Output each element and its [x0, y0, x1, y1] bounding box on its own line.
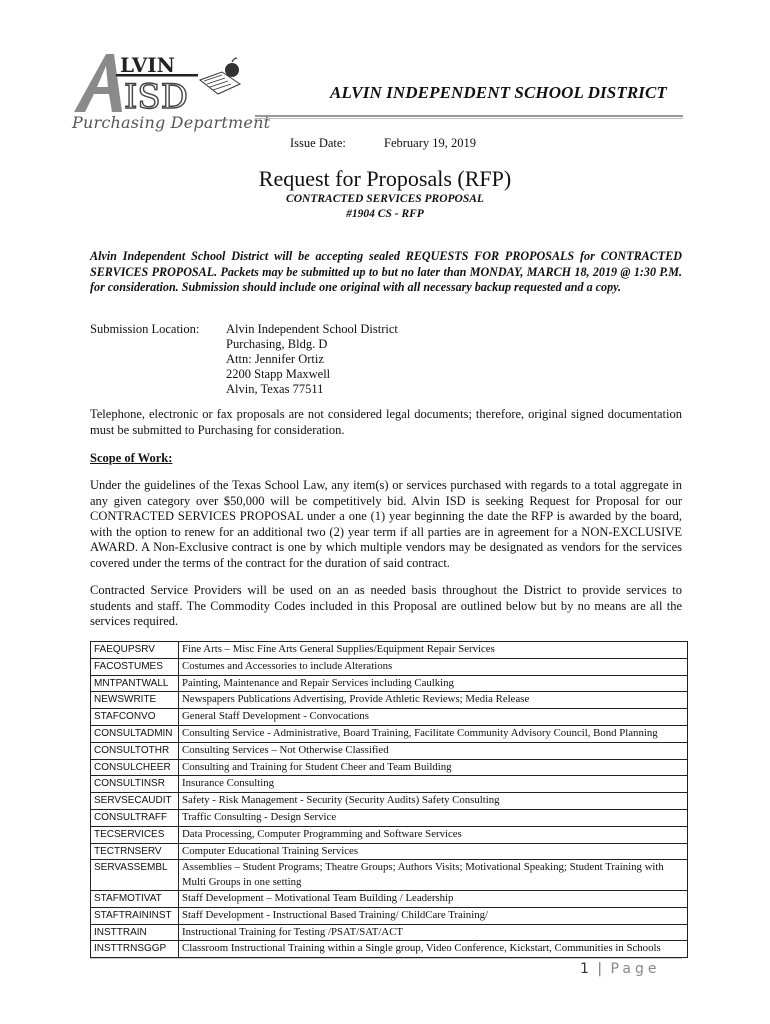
address-line-3: Attn: Jennifer Ortiz: [226, 352, 324, 366]
commodity-description: Staff Development - Instructional Based Training/ ChildCare Training/: [179, 907, 688, 924]
logo-text-top: LVIN: [120, 53, 175, 77]
footer-divider: [90, 958, 682, 959]
commodity-code: CONSULTRAFF: [91, 809, 179, 826]
commodity-description: Painting, Maintenance and Repair Services including Caulking: [179, 675, 688, 692]
commodity-description: Insurance Consulting: [179, 776, 688, 793]
issue-date-value: February 19, 2019: [384, 136, 476, 150]
table-row: [91, 793, 688, 810]
commodity-code: INSTTRNSGGP: [91, 941, 179, 958]
header-divider: [255, 115, 683, 117]
table-row: [91, 742, 688, 759]
commodity-description: Safety - Risk Management - Security (Security Audits) Safety Consulting: [179, 793, 688, 810]
table-row: [91, 776, 688, 793]
commodity-description: Traffic Consulting - Design Service: [179, 809, 688, 826]
table-row: [91, 890, 688, 907]
commodity-description: Consulting and Training for Student Cheer and Team Building: [179, 759, 688, 776]
address-line-5: Alvin, Texas 77511: [226, 382, 324, 396]
commodity-description: Costumes and Accessories to include Alterations: [179, 658, 688, 675]
page-footer: [580, 961, 660, 977]
table-row: [91, 809, 688, 826]
page-word: Page: [610, 961, 661, 977]
commodity-code: STAFCONVO: [91, 709, 179, 726]
page-number: 1: [580, 961, 591, 977]
table-row: [91, 826, 688, 843]
commodity-code: CONSULTADMIN: [91, 725, 179, 742]
table-row: [91, 924, 688, 941]
commodity-description: Consulting Services – Not Otherwise Classified: [179, 742, 688, 759]
scope-heading: Scope of Work:: [90, 451, 173, 465]
logo-caption: Purchasing Department: [72, 113, 271, 132]
commodity-description: Instructional Training for Testing /PSAT/SAT/ACT: [179, 924, 688, 941]
commodity-code: FACOSTUMES: [91, 658, 179, 675]
table-row: [91, 725, 688, 742]
table-row: [91, 860, 688, 891]
commodity-code: FAEQUPSRV: [91, 642, 179, 659]
commodity-description: Consulting Service - Administrative, Board Training, Facilitate Community Advisory Council, Bond Planning: [179, 725, 688, 742]
commodity-description: Data Processing, Computer Programming and Software Services: [179, 826, 688, 843]
address-line-4: 2200 Stapp Maxwell: [226, 367, 331, 381]
address-line-1: Alvin Independent School District: [226, 322, 398, 336]
intro-paragraph: Alvin Independent School District will be accepting sealed REQUESTS FOR PROPOSALS for CONTRACTED SERVICES PROPOSAL. Packets may be submitted up to but no later than MONDAY, MARCH 18, 2019 @ 1:30 P.M. for consideration. Submission should include one original with all necessary backup requested and a copy.: [90, 249, 682, 295]
table-row: [91, 941, 688, 958]
commodity-codes-table: [90, 641, 688, 958]
table-row: [91, 843, 688, 860]
providers-paragraph: Contracted Service Providers will be used on an as needed basis throughout the District to provide services to students and staff. The Commodity Codes included in this Proposal are outlined below but by no means are all the services required.: [90, 583, 682, 628]
table-row: [91, 642, 688, 659]
table-row: [91, 709, 688, 726]
table-row: [91, 759, 688, 776]
commodity-code: MNTPANTWALL: [91, 675, 179, 692]
commodity-code: STAFTRAININST: [91, 907, 179, 924]
district-title: ALVIN INDEPENDENT SCHOOL DISTRICT: [330, 83, 667, 102]
commodity-description: Staff Development – Motivational Team Building / Leadership: [179, 890, 688, 907]
commodity-code: TECSERVICES: [91, 826, 179, 843]
table-row: [91, 675, 688, 692]
commodity-code: CONSULTOTHR: [91, 742, 179, 759]
commodity-code: STAFMOTIVAT: [91, 890, 179, 907]
commodity-code: NEWSWRITE: [91, 692, 179, 709]
commodity-description: General Staff Development - Convocations: [179, 709, 688, 726]
commodity-code: SERVSECAUDIT: [91, 793, 179, 810]
commodity-description: Fine Arts – Misc Fine Arts General Supplies/Equipment Repair Services: [179, 642, 688, 659]
commodity-code: CONSULTINSR: [91, 776, 179, 793]
commodity-code: SERVASSEMBL: [91, 860, 179, 891]
commodity-code: INSTTRAIN: [91, 924, 179, 941]
logo-text-bottom: ISD: [124, 77, 188, 117]
commodity-description: Computer Educational Training Services: [179, 843, 688, 860]
commodity-description: Classroom Instructional Training within a Single group, Video Conference, Kickstart, Communities in Schools: [179, 941, 688, 958]
table-row: [91, 692, 688, 709]
submission-location-label: Submission Location:: [90, 322, 200, 336]
commodity-description: Newspapers Publications Advertising, Provide Athletic Reviews; Media Release: [179, 692, 688, 709]
commodity-code: TECTRNSERV: [91, 843, 179, 860]
address-line-2: Purchasing, Bldg. D: [226, 337, 328, 351]
scope-paragraph: Under the guidelines of the Texas School Law, any item(s) or services purchased with regards to a total aggregate in any given category over $50,000 will be competitively bid. Alvin ISD is seeking Request for Proposal for our CONTRACTED SERVICES PROPOSAL under a one (1) year beginning the date the RFP is awarded by the board, with the option to renew for an additional two (2) year term if all parties are in agreement for a NON-EXCLUSIVE AWARD. A Non-Exclusive contract is one by which multiple vendors may be designated as vendors for the services covered under the terms of the contract for the duration of said contract.: [90, 478, 682, 570]
legal-note-paragraph: Telephone, electronic or fax proposals are not considered legal documents; therefore, original signed documentation must be submitted to Purchasing for consideration.: [90, 407, 682, 437]
rfp-subtitle: CONTRACTED SERVICES PROPOSAL: [286, 193, 484, 205]
issue-date-label: Issue Date:: [290, 136, 346, 150]
commodity-code: CONSULCHEER: [91, 759, 179, 776]
book-apple-icon: [200, 58, 240, 94]
footer-separator: |: [597, 961, 605, 977]
rfp-title: Request for Proposals (RFP): [258, 166, 512, 191]
commodity-description: Assemblies – Student Programs; Theatre Groups; Authors Visits; Motivational Speaking; Student Training with Multi Groups in one setting: [179, 860, 688, 891]
rfp-number: #1904 CS - RFP: [346, 208, 424, 220]
table-row: [91, 907, 688, 924]
header-divider-thin: [255, 118, 683, 119]
table-row: [91, 658, 688, 675]
